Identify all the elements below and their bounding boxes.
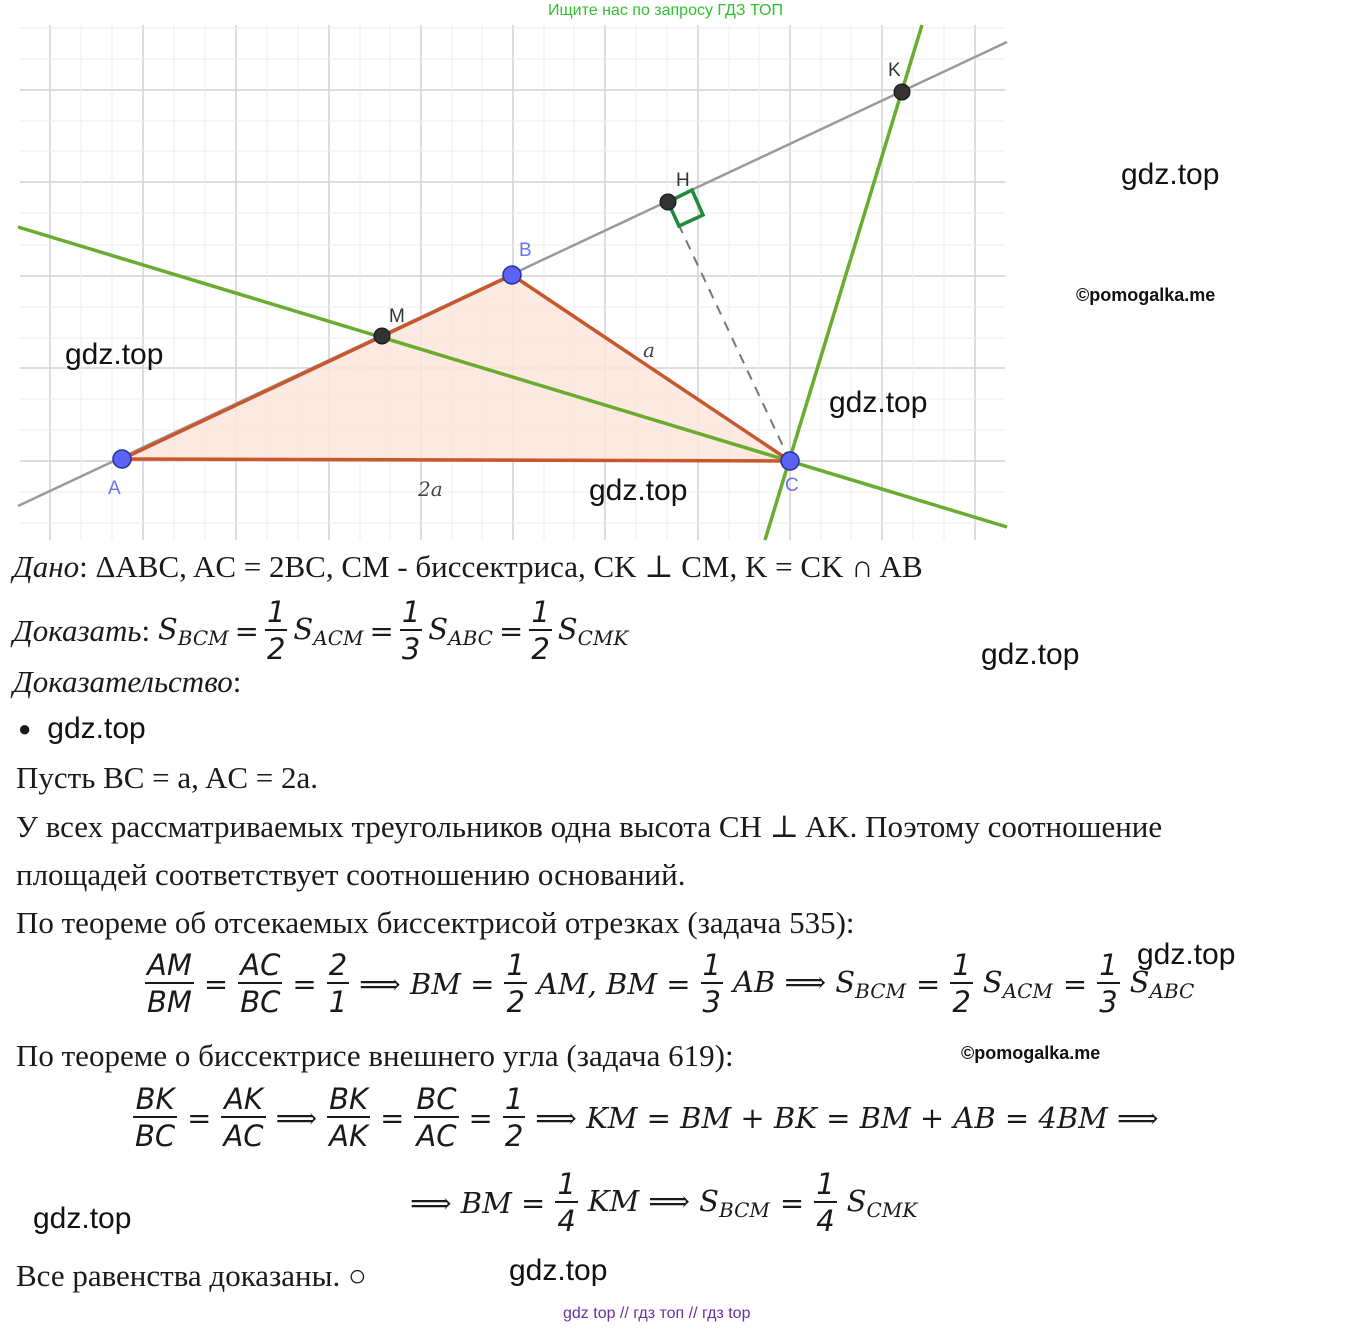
geometry-figure <box>0 0 1010 545</box>
watermark: gdz.top <box>829 386 928 419</box>
given-body: : ΔABC, AC = 2BC, CM - биссектриса, CK ⊥ CM, K = CK ∩ AB <box>79 549 923 584</box>
paragraph-height-2: площадей соответствует соотношению оснований. <box>16 857 686 892</box>
prove-formula: $S_{BCM}$ = $\frac{1}{2}$ $S_{ACM}$ = $\frac{1}{3}$ $S_{ABC}$ = $\frac{1}{2}$ $S_{CMK}$ <box>157 595 629 666</box>
conclusion: Все равенства доказаны. ○ <box>16 1258 367 1293</box>
point-h <box>660 194 676 210</box>
paragraph-height-1: У всех рассматриваемых треугольников одна высота CH ⊥ AK. Поэтому соотношение <box>16 809 1163 844</box>
paragraph-let: Пусть BC = a, AC = 2a. <box>16 760 319 795</box>
watermark: gdz.top <box>65 338 164 371</box>
copyright-mark: ©pomogalka.me <box>961 1043 1101 1063</box>
proof-heading: Доказательство: <box>13 664 242 699</box>
formula-2: $\frac{BK}{BC}$ = $\frac{AK}{AC}$ ⟹ $\frac{BK}{AK}$ = $\frac{BC}{AC}$ = $\frac{1}{2}$ ⟹ KM = BM + BK = BM + AB = 4BM ⟹ <box>135 1082 1159 1153</box>
bullet-icon: ● <box>18 716 32 741</box>
watermark: gdz.top <box>981 638 1080 671</box>
label-b: B <box>519 240 532 261</box>
watermark: gdz.top <box>1121 158 1220 191</box>
formula-1: $\frac{AM}{BM}$ = $\frac{AC}{BC}$ = $\frac{2}{1}$ ⟹ BM = $\frac{1}{2}$ AM, BM = $\frac{1}{3}$ AB ⟹ $S_{BCM}$ = $\frac{1}{2}$ $S_{ACM}$ = $\frac{1}{3}$ $S_{ABC}$ <box>147 948 1195 1019</box>
label-k: K <box>888 60 901 81</box>
point-m <box>374 328 390 344</box>
label-side-ac: 2a <box>418 477 443 501</box>
given-line <box>13 549 923 585</box>
paragraph-theorem-619: По теореме о биссектрисе внешнего угла (задача 619): <box>16 1038 734 1073</box>
point-a <box>113 450 131 468</box>
watermark: gdz.top <box>589 474 688 507</box>
watermark: gdz.top <box>47 712 146 745</box>
label-side-bc: a <box>643 338 655 362</box>
label-h: H <box>676 170 690 191</box>
search-hint: Ищите нас по запросу ГДЗ ТОП <box>548 2 783 19</box>
label-a: A <box>108 478 121 499</box>
prove-label: Доказать <box>13 613 142 648</box>
bullet-row <box>18 712 146 746</box>
given-label: Дано <box>13 549 80 584</box>
watermark: gdz.top <box>1137 938 1236 971</box>
point-k <box>894 84 910 100</box>
watermark: gdz.top <box>509 1254 608 1287</box>
formula-3: ⟹ BM = $\frac{1}{4}$ KM ⟹ $S_{BCM}$ = $\frac{1}{4}$ $S_{CMK}$ <box>410 1167 918 1238</box>
footer-links[interactable]: gdz top // гдз топ // гдз top <box>563 1305 751 1322</box>
copyright-mark: ©pomogalka.me <box>1076 285 1216 305</box>
point-c <box>781 452 799 470</box>
paragraph-theorem-535: По теореме об отсекаемых биссектрисой отрезках (задача 535): <box>16 905 855 940</box>
point-b <box>503 266 521 284</box>
label-c: C <box>785 475 799 496</box>
watermark: gdz.top <box>33 1202 132 1235</box>
label-m: M <box>389 306 405 327</box>
prove-line: Доказать : $S_{BCM}$ = $\frac{1}{2}$ $S_{ACM}$ = $\frac{1}{3}$ $S_{ABC}$ = $\frac{1}{2}$ $S_{CMK}$ <box>13 595 629 666</box>
